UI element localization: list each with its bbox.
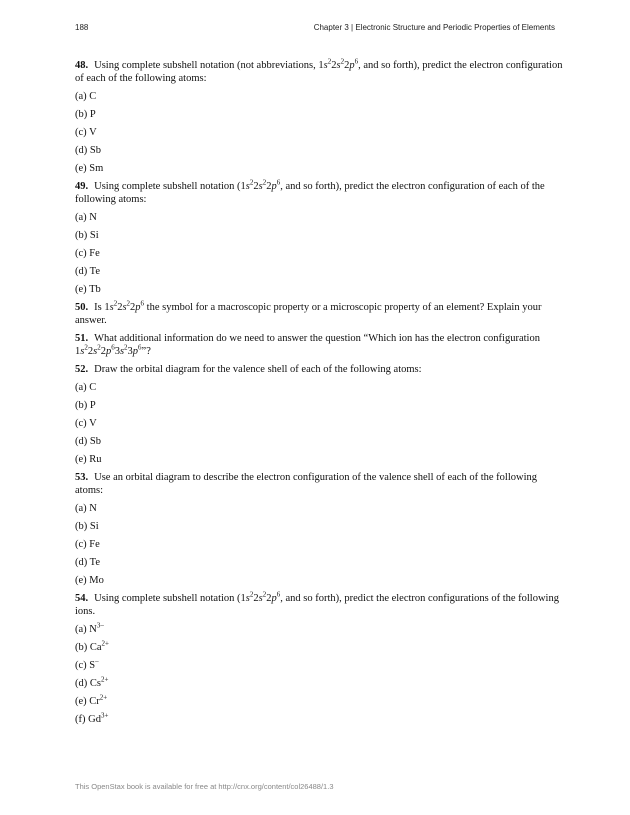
- answer-items: [75, 381, 565, 466]
- list-item: [75, 417, 565, 430]
- superscript: 2: [340, 57, 345, 66]
- superscript: 2+: [101, 639, 109, 648]
- text-run: (b) Ca: [75, 642, 102, 653]
- exercise-question: [75, 180, 565, 296]
- question-number: 54.: [75, 593, 89, 604]
- superscript: 6: [111, 343, 115, 352]
- list-item: [75, 229, 565, 242]
- text-run: (c) Fe: [75, 539, 100, 550]
- italic-text: s: [119, 346, 125, 357]
- text-run: (a) N: [75, 212, 97, 223]
- superscript: 2: [262, 178, 267, 187]
- superscript: 2: [124, 343, 128, 352]
- italic-text: s: [245, 181, 250, 192]
- superscript: 6: [138, 343, 142, 352]
- question-number: 49.: [75, 181, 89, 192]
- text-run: (a) N: [75, 503, 97, 514]
- list-item: [75, 435, 565, 448]
- text-run: Use an orbital diagram to describe the electron configuration of the valence shell of each of the following atoms:: [75, 472, 538, 496]
- superscript: 2: [327, 57, 332, 66]
- exercise-list: [75, 59, 565, 731]
- text-run: Is 1: [94, 302, 110, 313]
- text-run: (c) S: [75, 660, 96, 671]
- question-text: [75, 592, 565, 618]
- text-run: , and so forth), predict the electron configuration of each of the following atoms:: [75, 60, 563, 84]
- superscript: 3–: [96, 621, 104, 630]
- text-run: 2: [130, 302, 136, 313]
- text-run: (b) P: [75, 400, 96, 411]
- superscript: 2: [249, 178, 254, 187]
- text-run: (f) Gd: [75, 714, 101, 725]
- question-number: 52.: [75, 364, 89, 375]
- text-run: (a) N: [75, 624, 97, 635]
- text-run: (e) Sm: [75, 163, 104, 174]
- italic-text: s: [93, 346, 98, 357]
- text-run: 2: [266, 181, 272, 192]
- text-run: (e) Tb: [75, 284, 101, 295]
- text-run: (d) Te: [75, 557, 101, 568]
- exercise-question: [75, 59, 565, 175]
- list-item: [75, 695, 565, 708]
- text-run: (c) Fe: [75, 248, 100, 259]
- exercise-question: [75, 332, 565, 358]
- superscript: 2: [113, 299, 118, 308]
- text-run: (e) Mo: [75, 575, 104, 586]
- list-item: [75, 381, 565, 394]
- list-item: [75, 126, 565, 139]
- chapter-title: Chapter 3 | Electronic Structure and Periodic Properties of Elements: [313, 23, 555, 32]
- text-run: 3: [127, 346, 133, 357]
- list-item: [75, 574, 565, 587]
- text-run: 2: [253, 181, 259, 192]
- list-item: [75, 90, 565, 103]
- superscript: 2: [262, 590, 267, 599]
- exercise-question: [75, 592, 565, 726]
- italic-text: p: [271, 181, 277, 192]
- text-run: , and so forth), predict the electron configurations of the following ions.: [75, 593, 559, 617]
- superscript: 2+: [99, 693, 108, 702]
- italic-text: s: [80, 346, 85, 357]
- answer-items: [75, 502, 565, 587]
- list-item: [75, 713, 565, 726]
- italic-text: p: [132, 346, 139, 357]
- superscript: 6: [276, 178, 281, 187]
- text-run: (c) V: [75, 418, 97, 429]
- text-run: (a) C: [75, 91, 97, 102]
- text-run: Using complete subshell notation (1: [94, 593, 246, 604]
- question-text: [75, 59, 565, 85]
- superscript: 2: [249, 590, 254, 599]
- text-run: 2: [100, 346, 106, 357]
- answer-items: [75, 211, 565, 296]
- list-item: [75, 623, 565, 636]
- list-item: [75, 162, 565, 175]
- italic-text: p: [271, 593, 277, 604]
- text-run: 2: [253, 593, 259, 604]
- italic-text: s: [122, 302, 127, 313]
- list-item: [75, 677, 565, 690]
- page-number: 188: [75, 23, 89, 32]
- list-item: [75, 520, 565, 533]
- text-run: (d) Sb: [75, 145, 101, 156]
- exercise-question: [75, 301, 565, 327]
- text-run: (d) Te: [75, 266, 101, 277]
- text-run: (b) P: [75, 109, 96, 120]
- superscript: 3+: [100, 711, 109, 720]
- superscript: 6: [276, 590, 281, 599]
- question-text: [75, 363, 565, 376]
- italic-text: s: [109, 302, 114, 313]
- italic-text: s: [336, 60, 341, 71]
- italic-text: s: [323, 60, 328, 71]
- text-run: (b) Si: [75, 230, 99, 241]
- text-run: Using complete subshell notation (not abbreviations, 1: [94, 60, 324, 71]
- list-item: [75, 283, 565, 296]
- list-item: [75, 247, 565, 260]
- italic-text: p: [349, 60, 355, 71]
- list-item: [75, 502, 565, 515]
- superscript: 6: [354, 57, 359, 66]
- italic-text: p: [135, 302, 141, 313]
- text-run: (e) Cr: [75, 696, 100, 707]
- list-item: [75, 265, 565, 278]
- italic-text: s: [245, 593, 250, 604]
- question-number: 51.: [75, 333, 89, 344]
- text-run: 2: [331, 60, 337, 71]
- text-run: 2: [266, 593, 272, 604]
- italic-text: s: [258, 593, 263, 604]
- text-run: (e) Ru: [75, 454, 102, 465]
- exercise-question: [75, 363, 565, 466]
- exercise-question: [75, 471, 565, 587]
- text-run: (d) Cs: [75, 678, 101, 689]
- text-run: 2: [117, 302, 123, 313]
- question-text: [75, 180, 565, 206]
- text-run: (c) V: [75, 127, 97, 138]
- list-item: [75, 211, 565, 224]
- italic-text: p: [105, 346, 112, 357]
- text-run: 2: [87, 346, 94, 357]
- question-number: 53.: [75, 472, 89, 483]
- list-item: [75, 108, 565, 121]
- text-run: (a) C: [75, 382, 97, 393]
- question-text: [75, 301, 565, 327]
- question-text: [75, 471, 565, 497]
- list-item: [75, 538, 565, 551]
- list-item: [75, 144, 565, 157]
- answer-items: [75, 90, 565, 175]
- text-run: What additional information do we need to answer the question “Which ion has the electron configuration 1: [75, 333, 540, 357]
- superscript: 2: [126, 299, 131, 308]
- text-run: 2: [344, 60, 350, 71]
- text-run: Draw the orbital diagram for the valence shell of each of the following atoms:: [94, 364, 422, 375]
- text-run: ”?: [141, 346, 151, 357]
- footer-availability-note: This OpenStax book is available for free at http://cnx.org/content/col26488/1.3: [75, 782, 334, 791]
- list-item: [75, 659, 565, 672]
- text-run: Using complete subshell notation (1: [94, 181, 246, 192]
- superscript: 2: [97, 343, 101, 352]
- list-item: [75, 399, 565, 412]
- text-run: 3: [114, 346, 120, 357]
- superscript: 6: [140, 299, 145, 308]
- list-item: [75, 556, 565, 569]
- question-text: [75, 332, 565, 358]
- text-run: , and so forth), predict the electron configuration of each of the following atoms:: [75, 181, 545, 205]
- text-run: (d) Sb: [75, 436, 101, 447]
- superscript: –: [95, 657, 99, 666]
- answer-items: [75, 623, 565, 726]
- list-item: [75, 453, 565, 466]
- superscript: 2+: [100, 675, 109, 684]
- superscript: 2: [84, 343, 88, 352]
- italic-text: s: [258, 181, 263, 192]
- text-run: the symbol for a macroscopic property or a microscopic property of an element? Explain your answer.: [75, 302, 542, 326]
- list-item: [75, 641, 565, 654]
- question-number: 48.: [75, 60, 89, 71]
- text-run: (b) Si: [75, 521, 99, 532]
- question-number: 50.: [75, 302, 89, 313]
